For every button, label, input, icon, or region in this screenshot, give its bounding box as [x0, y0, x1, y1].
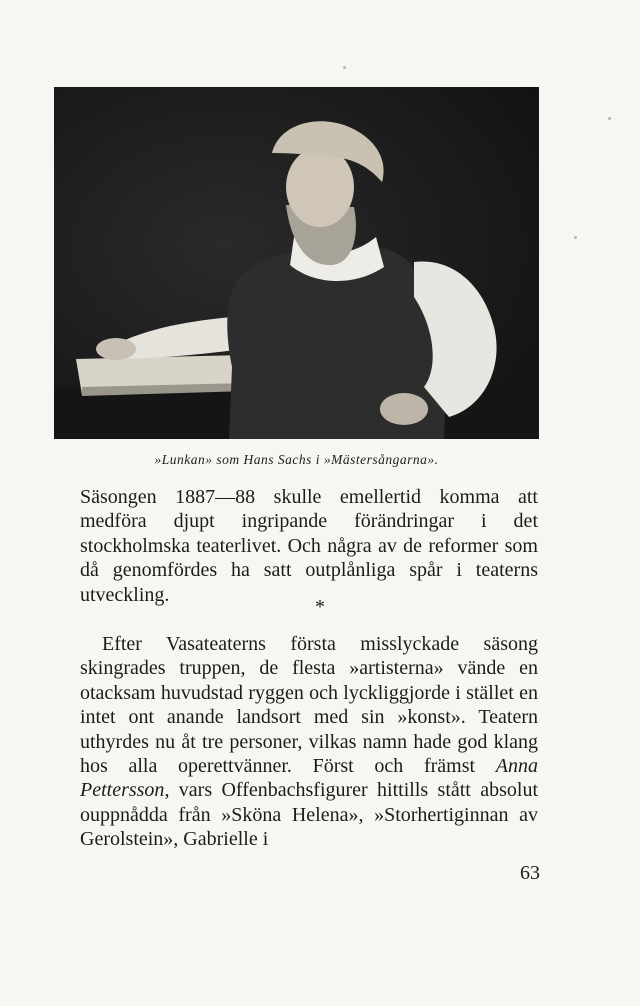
section-break: *: [315, 596, 325, 618]
paragraph-2: [80, 632, 538, 852]
paragraph-2-tail: , vars Offenbachsfigurer hittills stått absolut ouppnådda från »Sköna Helena», »Storhertiginnan av Gerolstein», Gabrielle i: [80, 779, 538, 851]
figure-caption: »Lunkan» som Hans Sachs i »Mästersångarna».: [154, 452, 439, 467]
portrait-photo: [54, 87, 539, 439]
speck: [608, 117, 611, 120]
emphasis-name: Anna Pettersson: [80, 755, 538, 802]
speck: [574, 236, 577, 239]
page-number: 63: [520, 862, 540, 884]
speck: [343, 66, 346, 69]
paragraph-1: Säsongen 1887—88 skulle emellertid komma att medföra djupt ingripande förändringar i det stockholmska teaterlivet. Och några av de reformer som då genomfördes ha satt outplånliga spår i teaterns utveckling.: [80, 486, 538, 606]
paragraph-2-text: Efter Vasateaterns första misslyckade säsong skingrades truppen, de flesta »artisterna» vände en otacksam huvudstad ryggen och lyckliggjorde i stället en intet ont anande landsort med sin »konst». Teatern uthyrdes nu åt tre personer, vilkas namn hade god klang hos alla operettvänner. Först och främst: [80, 633, 538, 778]
portrait-photo-icon: [54, 87, 539, 439]
